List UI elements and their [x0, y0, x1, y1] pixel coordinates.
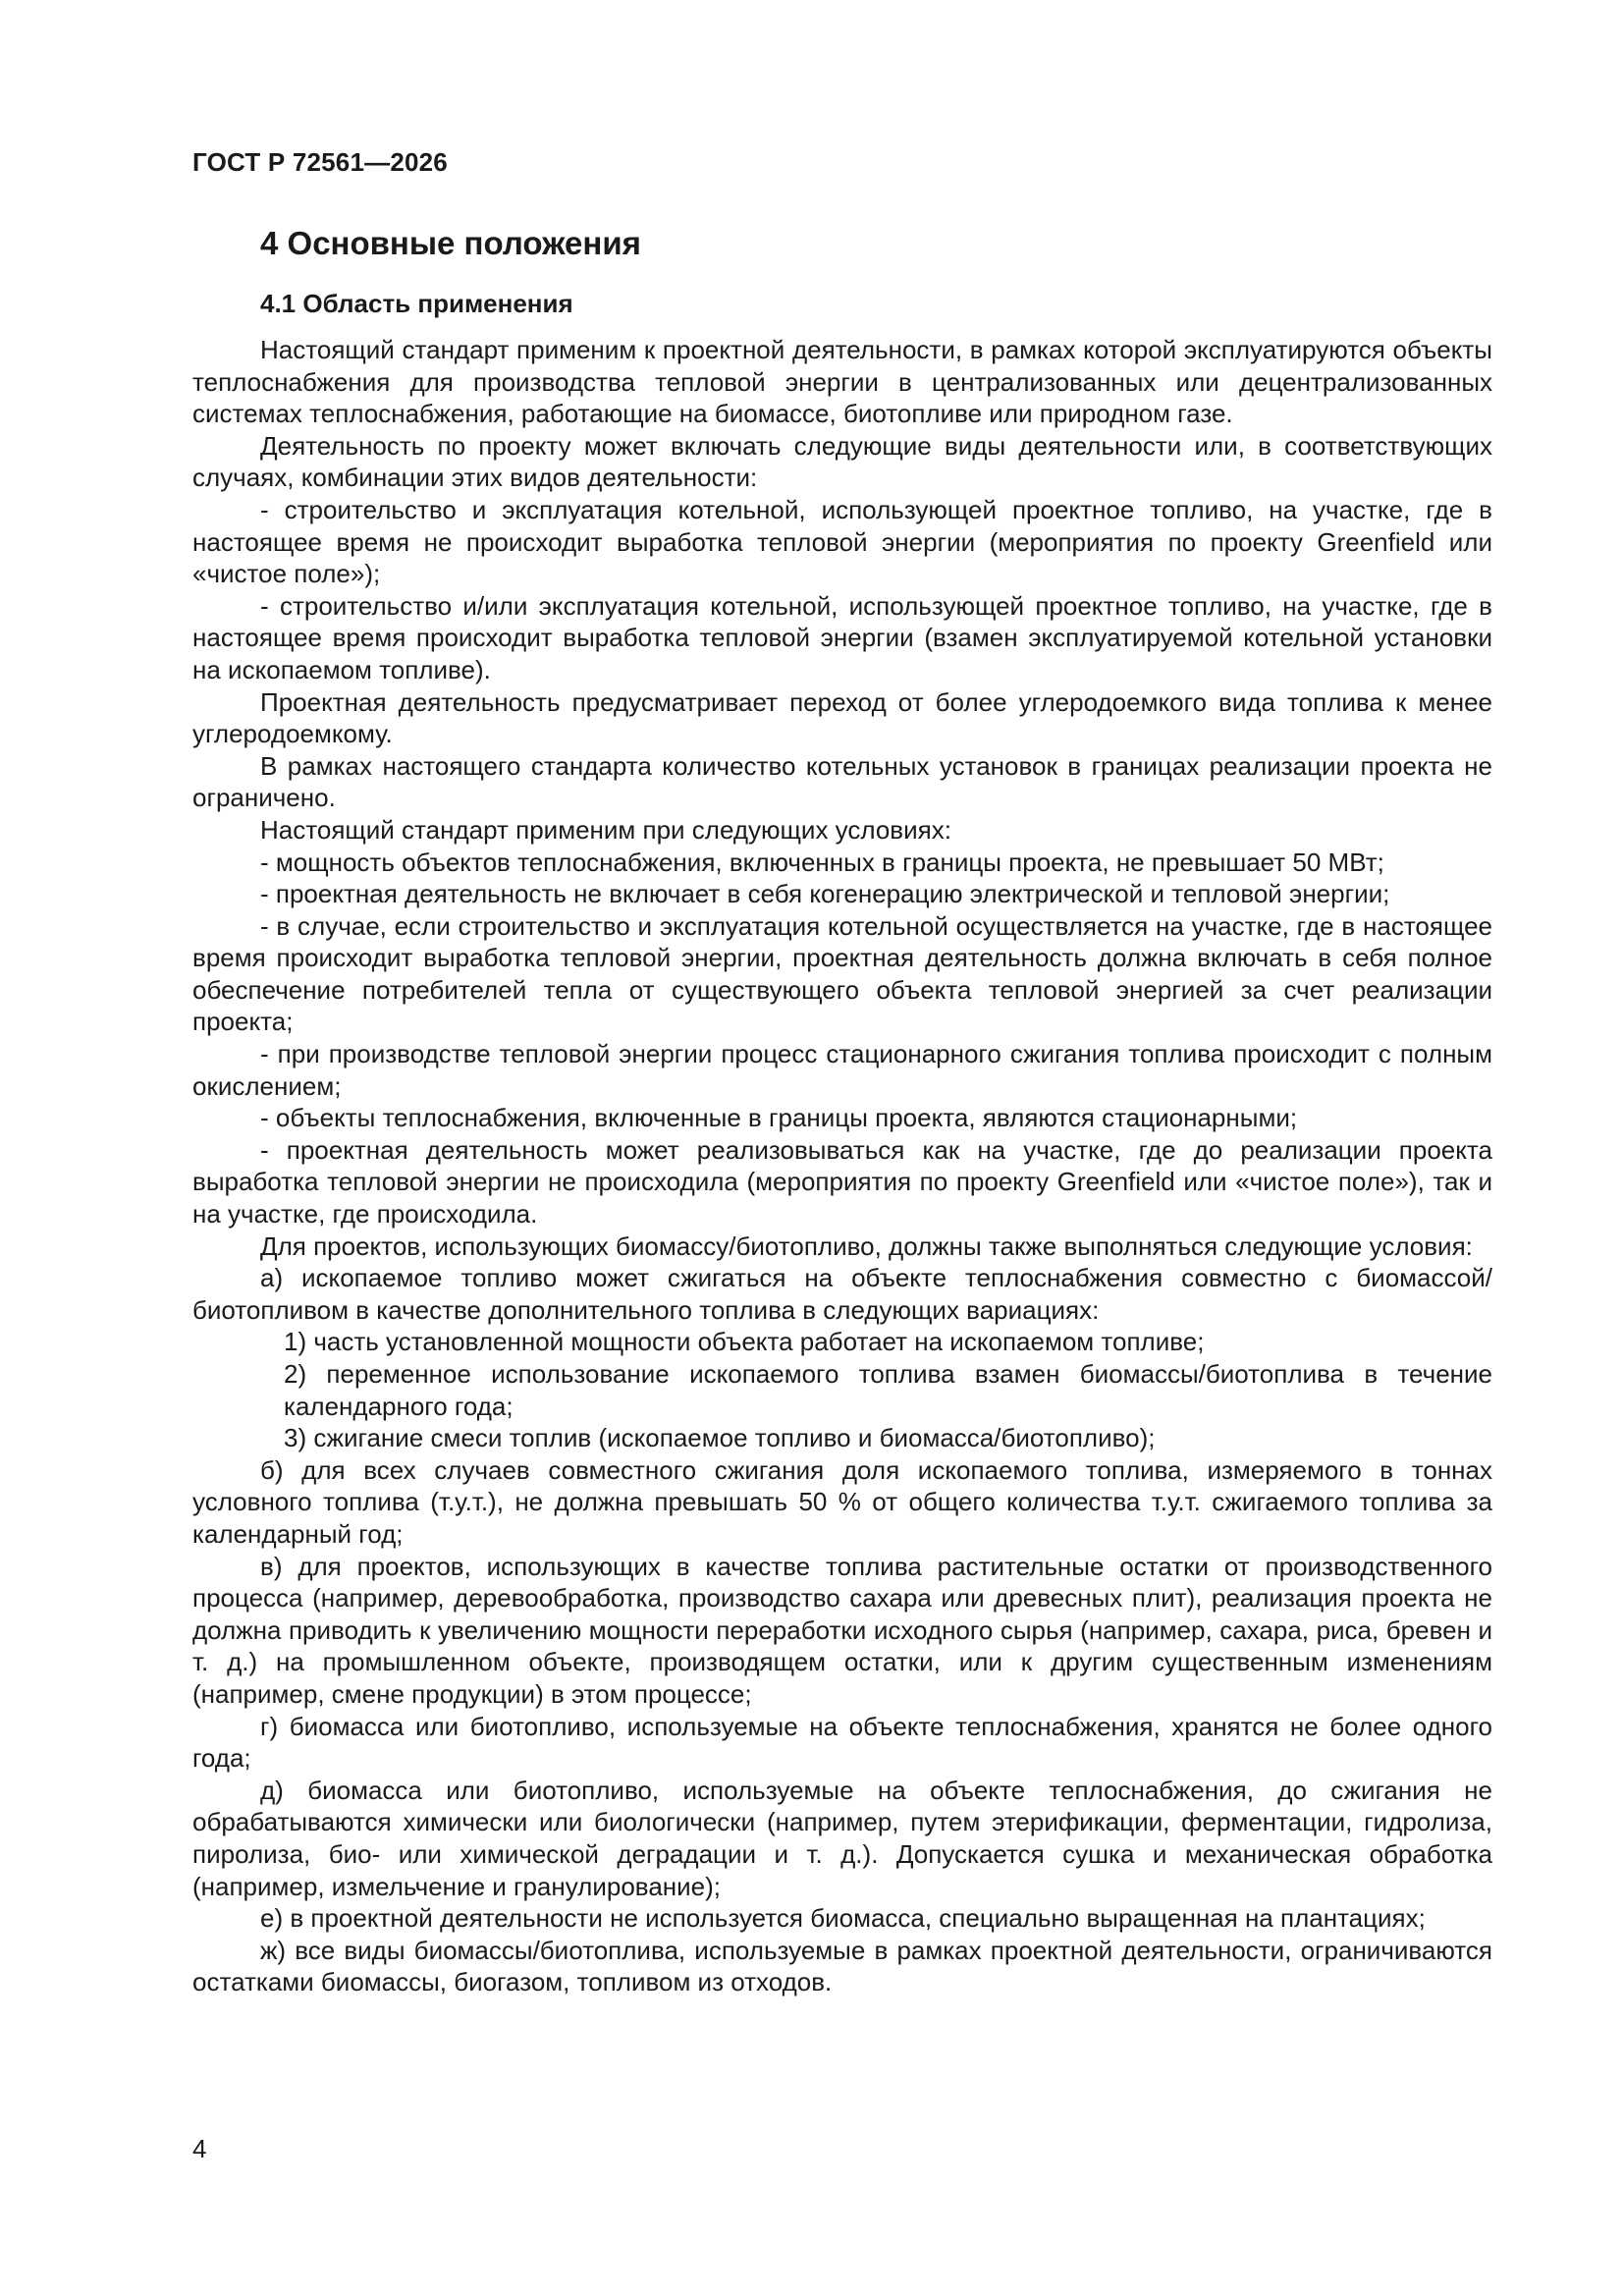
- list-item: - проектная деятельность может реализовываться как на участке, где до реализации проекта выработка тепловой энергии не происходила (мероприятия по проекту Greenfield или «чистое поле»), так и на участке, где происходила.: [192, 1134, 1492, 1230]
- body-text: [192, 334, 1492, 1998]
- page-number: 4: [192, 2134, 207, 2163]
- list-item: - строительство и/или эксплуатация котельной, использующей проектное топливо, на участке, где в настоящее время происходит выработка тепловой энергии (взамен эксплуатируемой котельной установки на ископаемом топливе).: [192, 590, 1492, 684]
- sub-list-item: 1) часть установленной мощности объекта работает на ископаемом топливе;: [284, 1327, 1205, 1357]
- condition-item: е) в проектной деятельности не используется биомасса, специально выращенная на плантациях;: [260, 1903, 1426, 1934]
- paragraph: Настоящий стандарт применим при следующих условиях:: [260, 814, 951, 845]
- subsection-title: 4.1 Область применения: [260, 289, 573, 318]
- paragraph: Проектная деятельность предусматривает переход от более углеродоемкого вида топлива к менее углеродоемкому.: [192, 686, 1492, 749]
- paragraph: Настоящий стандарт применим к проектной деятельности, в рамках которой эксплуатируются объекты теплоснабжения для производства тепловой энергии в централизованных или децентрализованных системах теплоснабжения, работающие на биомассе, биотопливе или природном газе.: [192, 335, 1492, 429]
- list-item: - проектная деятельность не включает в себя когенерацию электрической и тепловой энергии;: [260, 879, 1390, 909]
- section-title: 4 Основные положения: [260, 225, 641, 261]
- paragraph: Для проектов, использующих биомассу/биотопливо, должны также выполняться следующие условия:: [260, 1230, 1473, 1261]
- sub-list-item: 2) переменное использование ископаемого топлива взамен биомассы/биотоплива в течение календарного года;: [284, 1359, 1492, 1421]
- condition-item: б) для всех случаев совместного сжигания доля ископаемого топлива, измеряемого в тоннах условного топлива (т.у.т.), не должна превышать 50 % от общего количества т.у.т. сжигаемого топлива за календарный год;: [192, 1454, 1492, 1549]
- condition-item: в) для проектов, использующих в качестве топлива растительные остатки от производственного процесса (например, деревообработка, производство сахара или древесных плит), реализация проекта не должна приводить к увеличению мощности переработки исходного сырья (например, сахара, риса, бревен и т. д.) на промышленном объекте, производящем остатки, или к другим существенным изменениям (например, смене продукции) в этом процессе;: [192, 1551, 1492, 1709]
- condition-item: г) биомасса или биотопливо, используемые на объекте теплоснабжения, хранятся не более одного года;: [192, 1711, 1492, 1774]
- list-item: - при производстве тепловой энергии процесс стационарного сжигания топлива происходит с полным окислением;: [192, 1039, 1492, 1101]
- list-item: - в случае, если строительство и эксплуатация котельной осуществляется на участке, где в настоящее время происходит выработка тепловой энергии, проектная деятельность должна включать в себя полное обеспечение потребителей тепла от существующего объекта тепловой энергией за счет реализации проекта;: [192, 910, 1492, 1037]
- document-code-header: ГОСТ Р 72561—2026: [192, 147, 448, 177]
- condition-item: а) ископаемое топливо может сжигаться на объекте теплоснабжения совместно с биомассой/ биотопливом в качестве дополнительного топлива в следующих вариациях:: [192, 1263, 1492, 1325]
- paragraph: Деятельность по проекту может включать следующие виды деятельности или, в соответствующих случаях, комбинации этих видов деятельности:: [192, 430, 1492, 493]
- condition-item: ж) все виды биомассы/биотоплива, используемые в рамках проектной деятельности, ограничиваются остатками биомассы, биогазом, топливом из отходов.: [192, 1935, 1492, 1997]
- paragraph: В рамках настоящего стандарта количество котельных установок в границах реализации проекта не ограничено.: [192, 750, 1492, 813]
- list-item: - строительство и эксплуатация котельной, использующей проектное топливо, на участке, где в настоящее время не происходит выработка тепловой энергии (мероприятия по проекту Greenfield или «чистое поле»);: [192, 494, 1492, 589]
- condition-item: д) биомасса или биотопливо, используемые на объекте теплоснабжения, до сжигания не обрабатываются химически или биологически (например, путем этерификации, ферментации, гидролиза, пиролиза, био- или химической деградации и т. д.). Допускается сушка и механическая обработка (например, измельчение и гранулирование);: [192, 1775, 1492, 1901]
- list-item: - объекты теплоснабжения, включенные в границы проекта, являются стационарными;: [260, 1103, 1298, 1133]
- list-item: - мощность объектов теплоснабжения, включенных в границы проекта, не превышает 50 МВт;: [260, 847, 1384, 877]
- sub-list-item: 3) сжигание смеси топлив (ископаемое топливо и биомасса/биотопливо);: [284, 1423, 1156, 1453]
